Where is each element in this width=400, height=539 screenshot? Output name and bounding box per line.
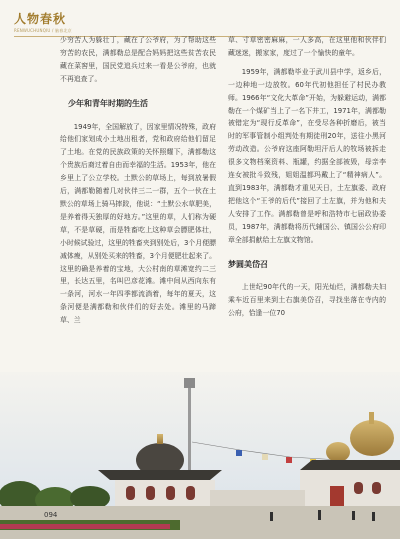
flower-bed (0, 524, 170, 529)
section-heading: 梦圆美岱召 (228, 259, 268, 269)
article-right-column (228, 34, 386, 320)
temple-photo (0, 372, 400, 539)
paragraph: 少穷苦人为躲壮丁，藏在了公爷府，为了帮助这些穷苦的农民，满都勒总是配合妈妈把这些贫苦农民藏在菜窖里，国民党追兵过来一看是公爷府，也就不再追查了。 (60, 36, 216, 83)
paragraph: 1959年，满都勒毕业于武川县中学，返乡后，一边种地一边放牧。60年代初他担任了村民办教师。1966年“文化大革命”开始，为躲避运动，满都勒在一个煤矿当上了一名下井工，1971年，满都勒被错定为“现行反革命”，在受尽各种折磨后，被当时的军事管制小组判处有期徒刑20年，送往小黑河劳动改造。公爷府这座阿勒坦汗后人的牧场被拆走很多文物档案资料、瓶罐，约据全部被毁，母亲李连女被批斗致残，姐姐温都玛戴上了“精神病人”。直到1983年，满都勒才重见天日，土左旗委、政府把他这个“王爷的后代”接回了土左旗，并为他和夫人安排了工作。满都勒曾是呼和浩特市七届政协委员，1987年，满都勒将历代辅国公、镇国公公府印章全部捐献给土左旗文物馆。 (228, 67, 386, 244)
courtyard-wall (210, 490, 305, 508)
paragraph: 草、寸草密密麻麻，一人多高，在这里他和伙伴们藏迷迷，搬家家，度过了一个愉快的童年。 (228, 36, 386, 57)
article-left-column (60, 34, 216, 327)
paragraph: 上世纪90年代的一天，阳光灿烂，满都勒夫妇乘车近百里来到土右旗美岱召，寻找坐落在寺内的公府，恰逢一位70 (228, 283, 386, 318)
magazine-header (14, 10, 384, 37)
magazine-column-title: 人物春秋 (14, 12, 67, 26)
page-number: 094 (44, 511, 58, 519)
paragraph: 1949年，全国解放了，因家里情况特殊，政府给他们家划成小土地出租者，党和政府给他们留足了土地。在党的民族政策的关怀照耀下，满都勒这个贵族后裔过着自由而幸福的生活。1953年，他在乡里上了公立学校。土默公的草场上，每到放暑假后，满都勒随着几对伙伴三二一群，五个一伙在土默公的草场上骑马摔跤，他说：“土默公水草肥美，是养着得天独厚的好地方。”这里的草，人们称为硬草，不是草硬，而是牲畜吃上这种草会膘肥体壮，小时候试验过，这里的牲畜夹到别处后，3个月便膘减体瘦，从别处买来的牲畜，3个月便肥壮起来了。这里的确是养着的宝地，大公村南的草滩宽约二三里，长达五里，名叫巴彦花滩。滩中间从西向东有一条河，河水一年四季都流淌着，每年的夏天，这条河便是满都勒和伙伴们的好去处。滩里的马蹄草、兰 (60, 122, 216, 325)
temple-illustration (0, 372, 400, 539)
section-heading: 少年和青年时期的生活 (68, 98, 148, 108)
magazine-column-subtitle: RENWUCHUNQIU / 脑春北京 (14, 28, 72, 33)
